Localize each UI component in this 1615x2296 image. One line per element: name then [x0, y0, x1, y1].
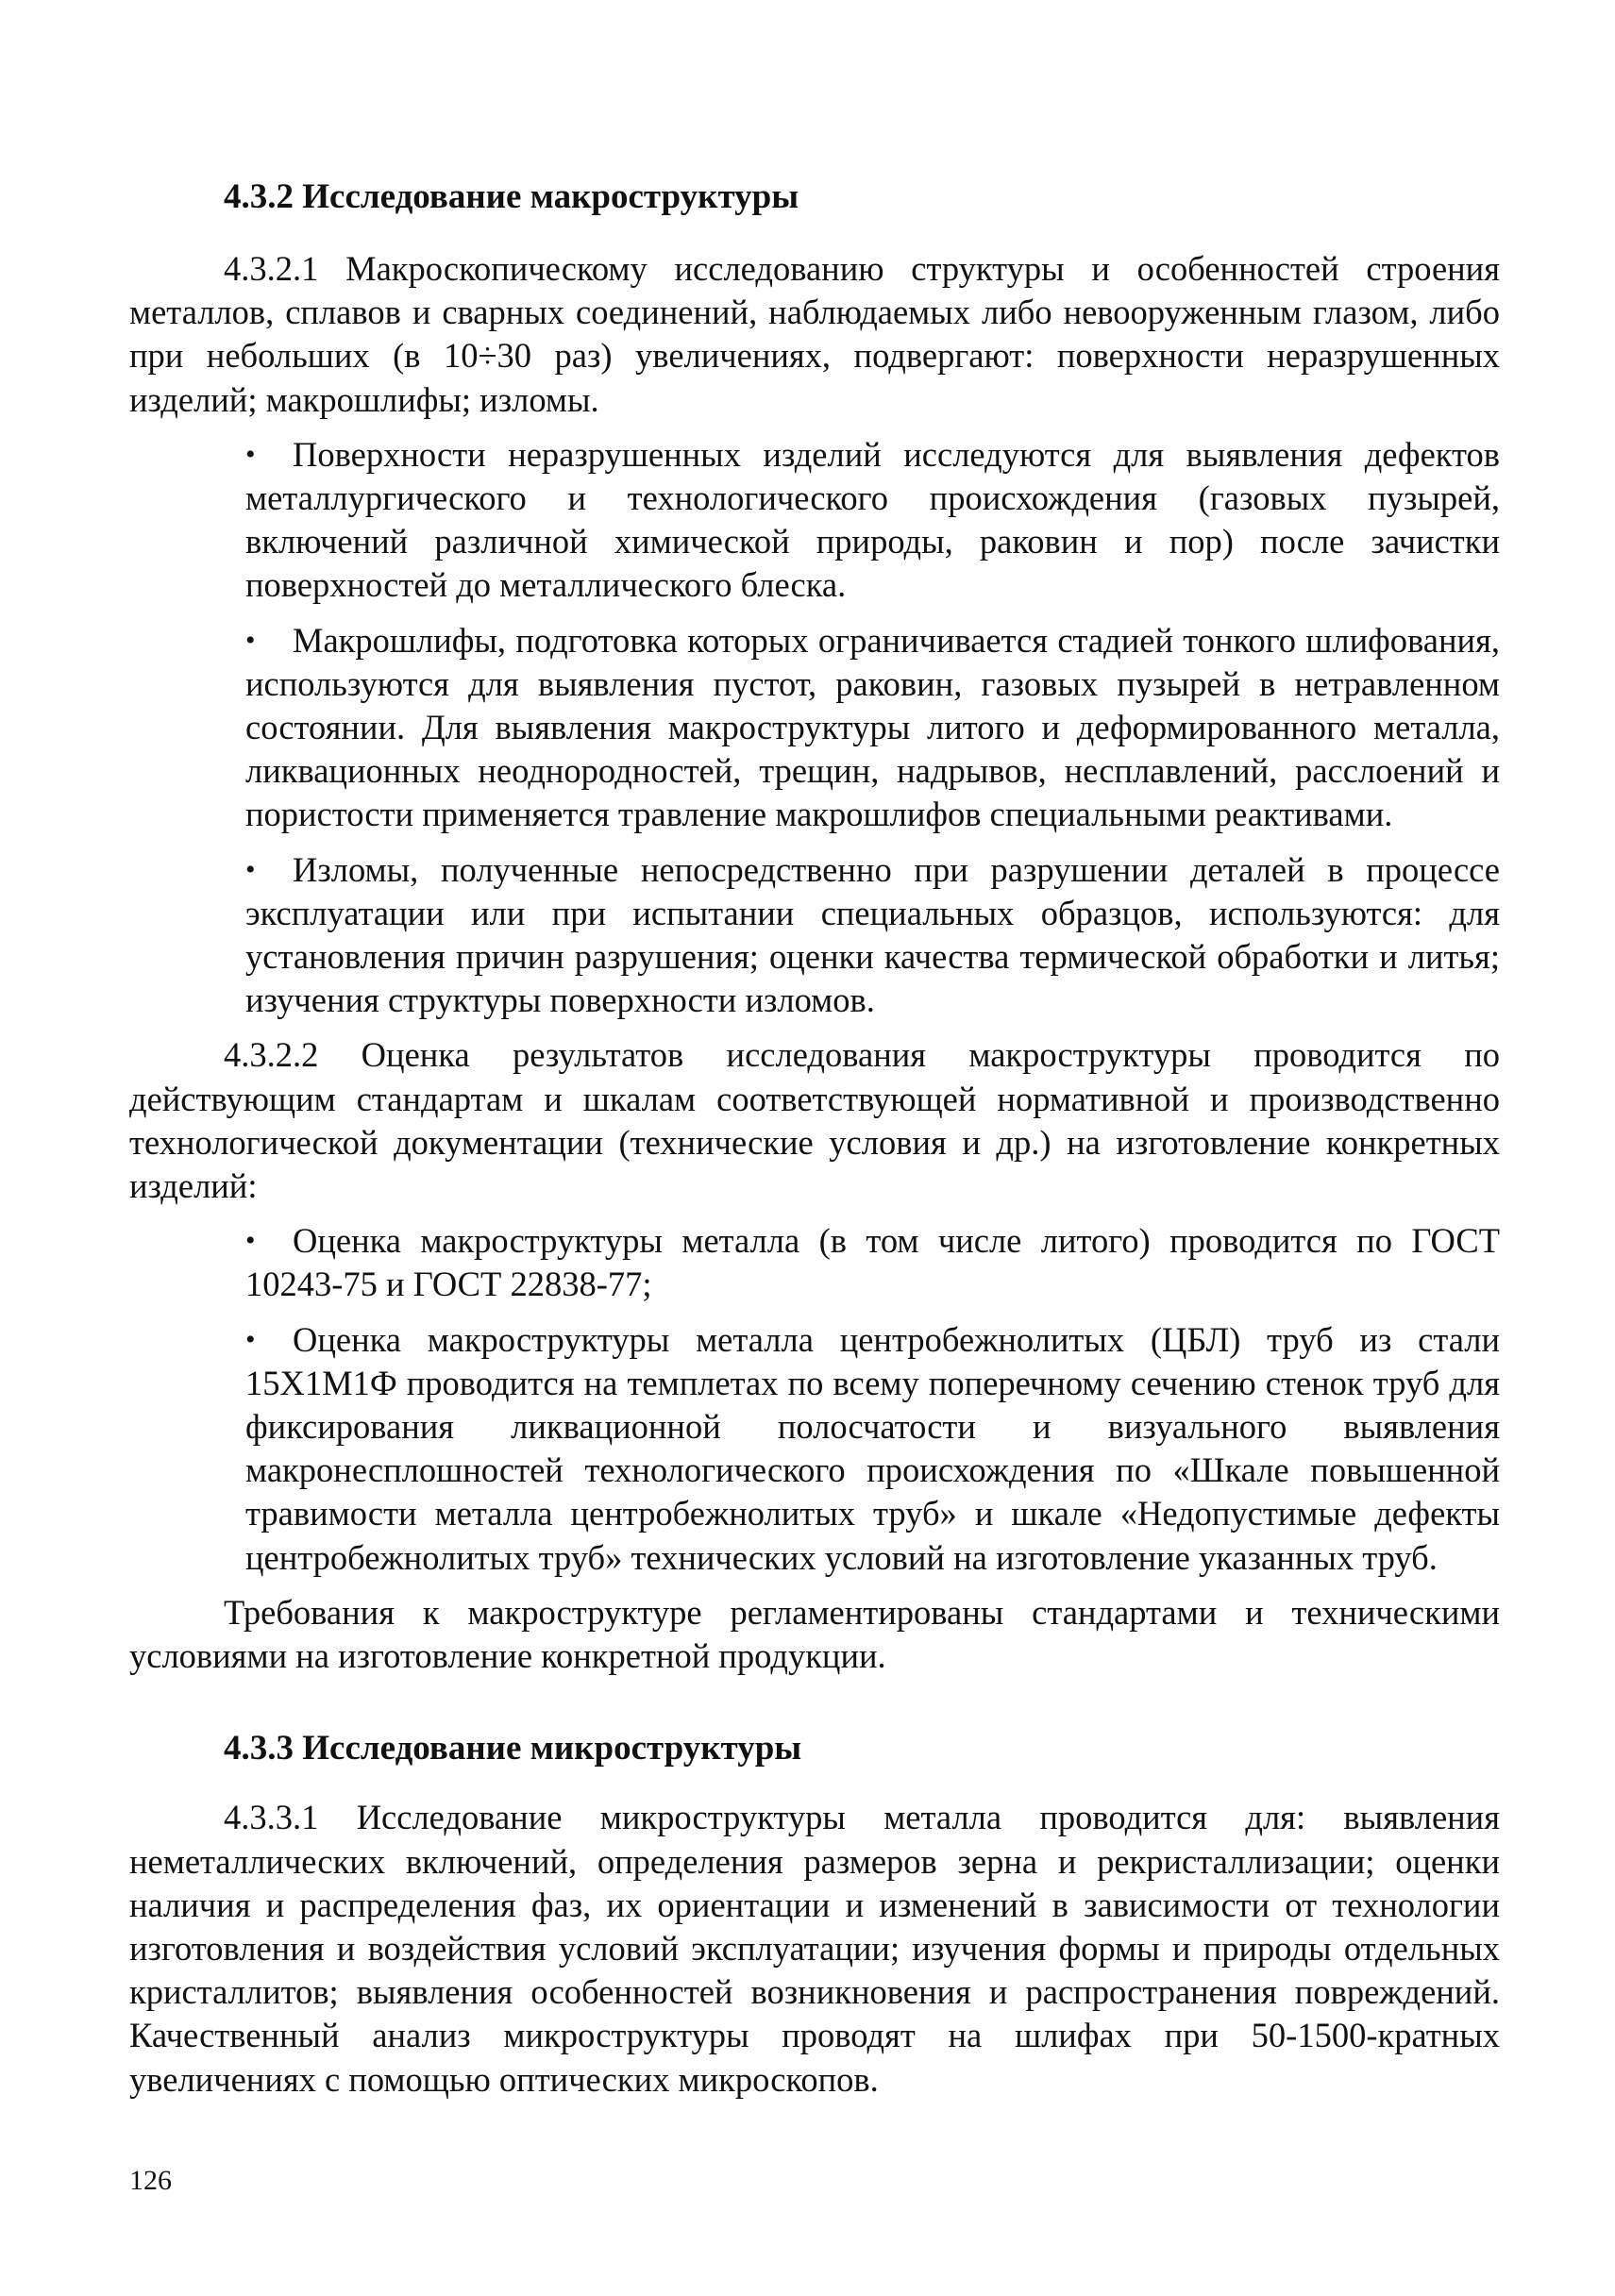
page-content [129, 176, 1500, 2102]
list-item [245, 1318, 1500, 1580]
paragraph-4-3-2-1: 4.3.2.1 Макроскопическому исследованию структуры и особенностей строения металлов, сплавов и сварных соединений, наблюдаемых либо невооруженным глазом, либо при небольших (в 10÷30 раз) увеличениях, подвергают: поверхности неразрушенных изделий; макрошлифы; изломы. [129, 249, 1500, 419]
list-item-text: Оценка макроструктуры металла центробежнолитых (ЦБЛ) труб из стали 15Х1М1Ф проводится на темплетах по всему поперечному сечению стенок труб для фиксирования ликвационной полосчатости и визуального выявления макронесплошностей технологического происхождения по «Шкале повышенной травимости металла центробежнолитых труб» и шкале «Недопустимые дефекты центробежнолитых труб» технических условий на изготовление указанных труб. [245, 1319, 1500, 1577]
list-item-text: Поверхности неразрушенных изделий исследуются для выявления дефектов металлургического и технологического происхождения (газовых пузырей, включений различной химической природы, раковин и пор) после зачистки поверхностей до металлического блеска. [245, 434, 1500, 605]
bullet-list-evaluation [129, 1219, 1500, 1580]
paragraph-4-3-3-1: 4.3.3.1 Исследование микроструктуры металла проводится для: выявления неметаллических включений, определения размеров зерна и рекристаллизации; оценки наличия и распределения фаз, их ориентации и изменений в зависимости от технологии изготовления и воздействия условий эксплуатации; изучения формы и природы отдельных кристаллитов; выявления особенностей возникновения и распространения повреждений. Качественный анализ микроструктуры проводят на шлифах при 50-1500-кратных увеличениях с помощью оптических микроскопов. [129, 1798, 1500, 2099]
paragraph-4-3-2-2: 4.3.2.2 Оценка результатов исследования макроструктуры проводится по действующим стандартам и шкалам соответствующей нормативной и производственно технологической документации (технические условия и др.) на изготовление конкретных изделий: [129, 1035, 1500, 1206]
paragraph-requirements: Требования к макроструктуре регламентированы стандартами и техническими условиями на изготовление конкретной продукции. [129, 1592, 1500, 1676]
list-item [245, 848, 1500, 1023]
list-item-text: Изломы, полученные непосредственно при разрушении деталей в процессе эксплуатации или при испытании специальных образцов, используются: для установления причин разрушения; оценки качества термической обработки и литья; изучения структуры поверхности изломов. [245, 849, 1500, 1020]
bullet-icon: • [245, 1225, 256, 1257]
list-item [245, 433, 1500, 608]
list-item [245, 1219, 1500, 1306]
bullet-icon: • [245, 624, 256, 656]
bullet-icon: • [245, 853, 256, 885]
list-item-text: Оценка макроструктуры металла (в том числе литого) проводится по ГОСТ 10243-75 и ГОСТ 22838-77; [245, 1221, 1500, 1304]
section-heading-4-3-3: 4.3.3 Исследование микроструктуры [224, 1729, 802, 1768]
page-number: 126 [129, 2165, 172, 2196]
bullet-list-macro-objects [129, 433, 1500, 1023]
list-item-text: Макрошлифы, подготовка которых ограничивается стадией тонкого шлифования, используются для выявления пустот, раковин, газовых пузырей в нетравленном состоянии. Для выявления макроструктуры литого и деформированного металла, ликвационных неоднородностей, трещин, надрывов, несплавлений, расслоений и пористости применяется травление макрошлифов специальными реактивами. [245, 620, 1500, 834]
section-heading-4-3-2: 4.3.2 Исследование макроструктуры [224, 177, 799, 216]
bullet-icon: • [245, 438, 256, 470]
bullet-icon: • [245, 1323, 256, 1355]
list-item [245, 619, 1500, 837]
